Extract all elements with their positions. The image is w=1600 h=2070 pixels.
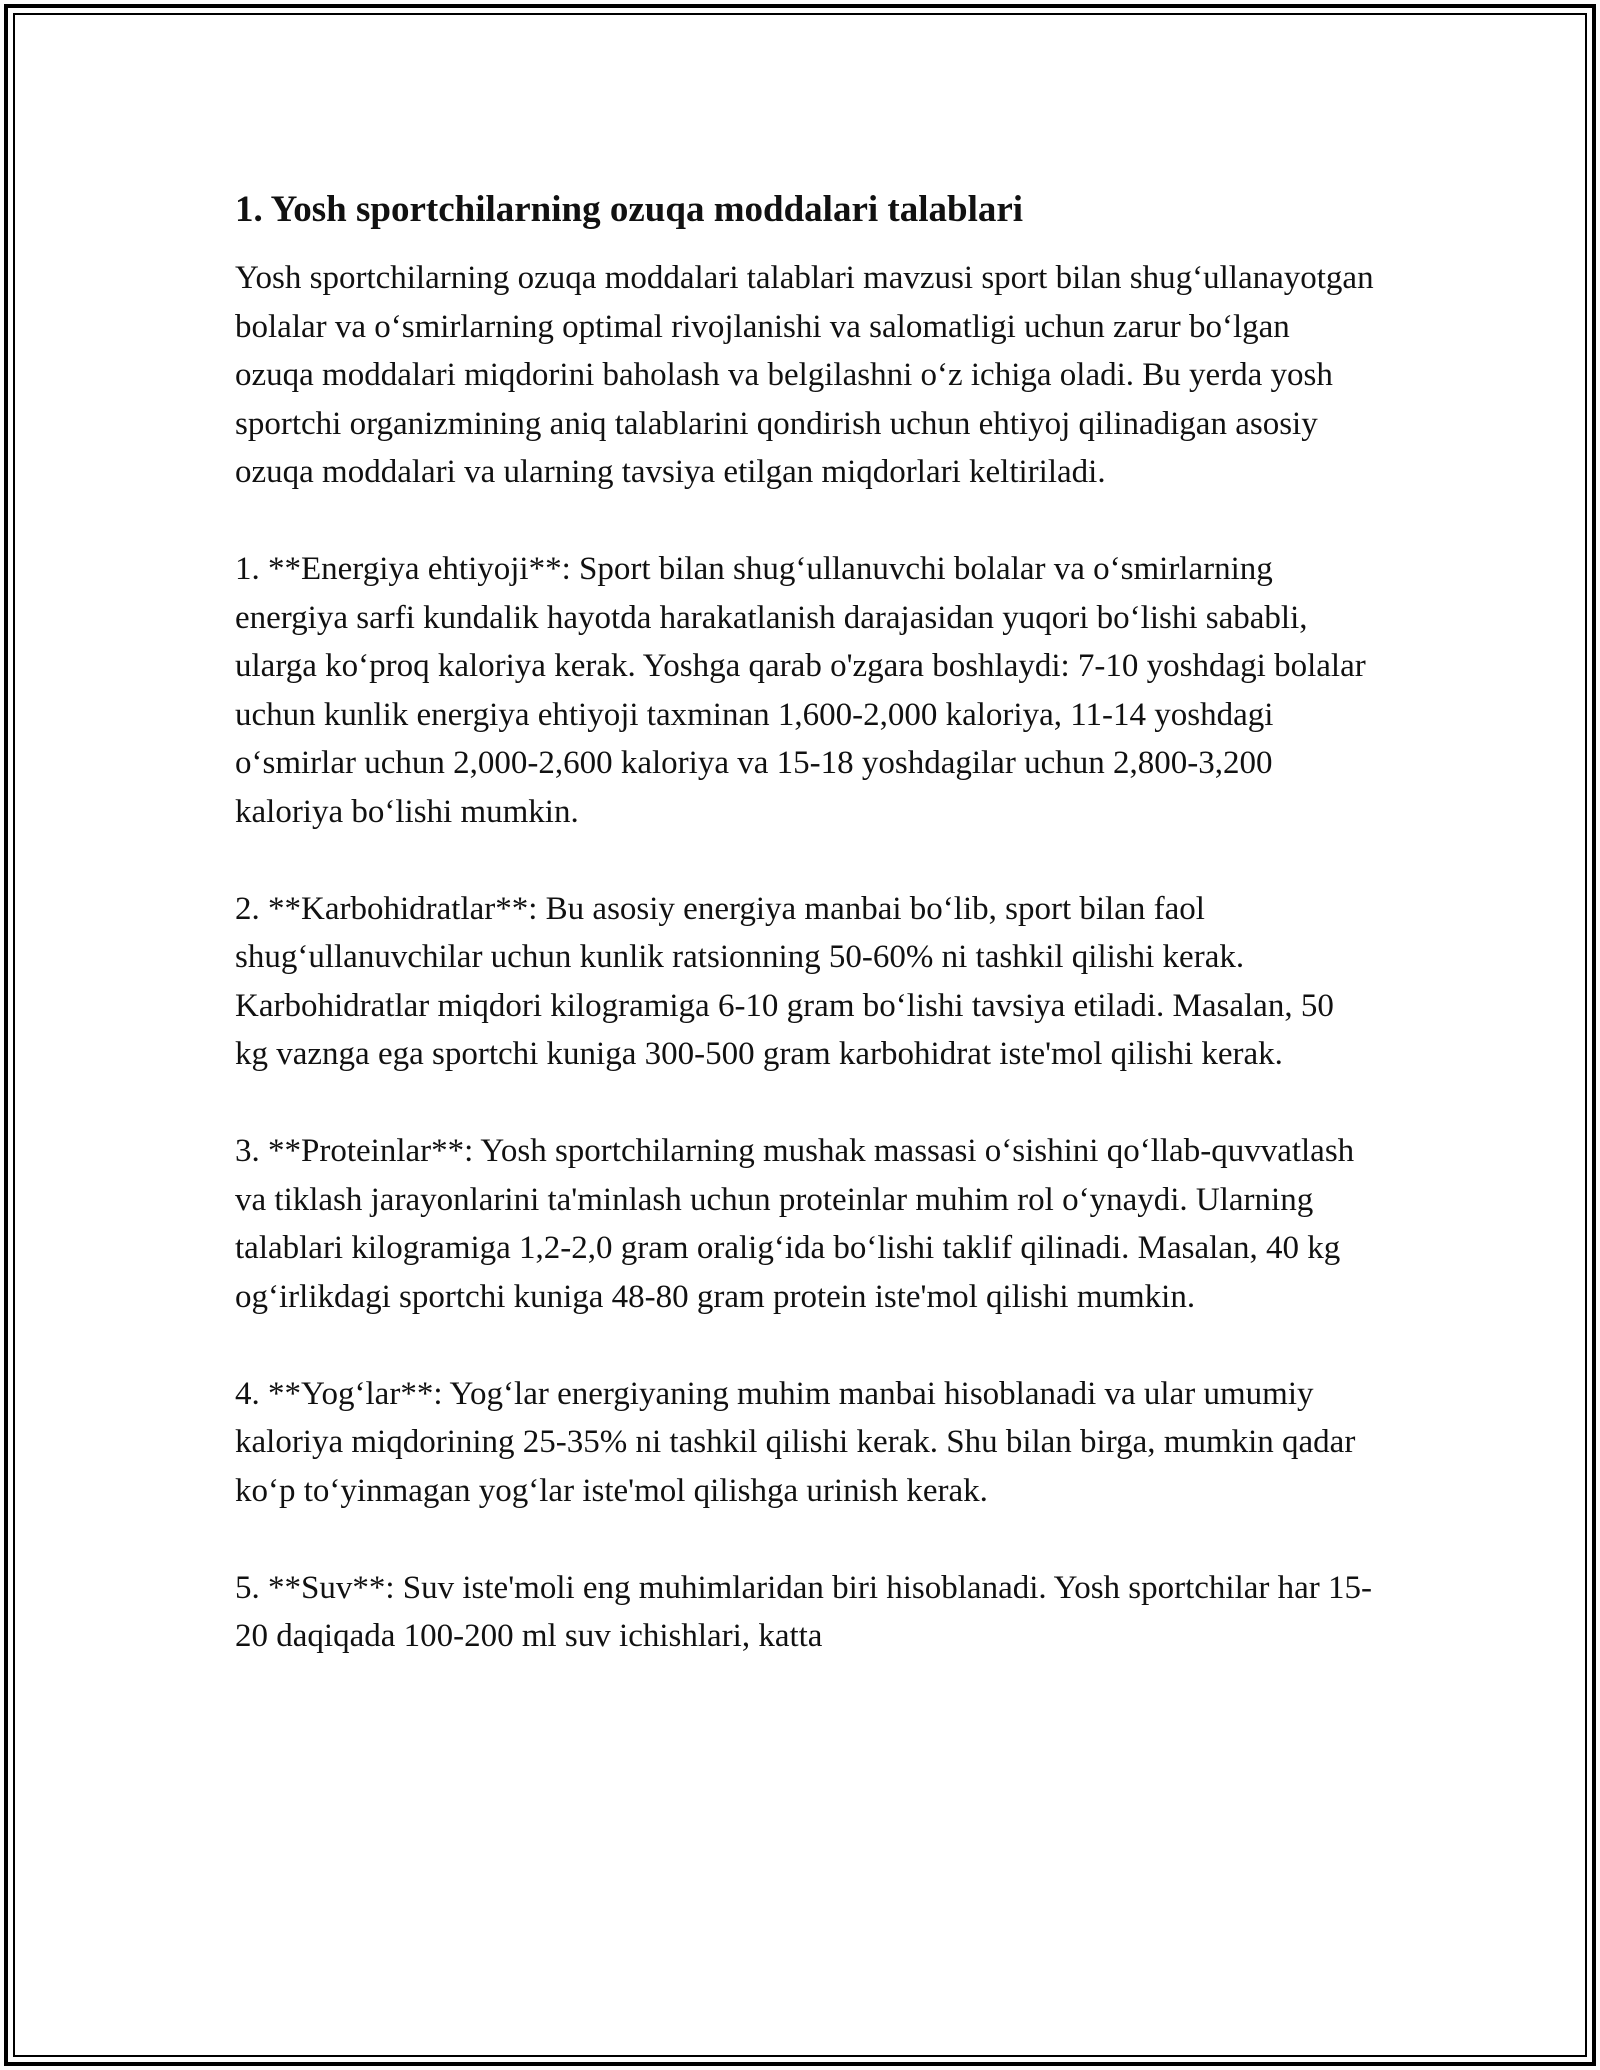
fats-paragraph: 4. **Yog‘lar**: Yog‘lar energiyaning muhim manbai hisoblanadi va ular umumiy kaloriya miqdorining 25-35% ni tashkil qilishi kerak. Shu bilan birga, mumkin qadar ko‘p to‘yinmagan yog‘lar iste'mol qilishga urinish kerak. (235, 1375, 1364, 1509)
water-paragraph: 5. **Suv**: Suv iste'moli eng muhimlaridan biri hisoblanadi. Yosh sportchilar har 15-20 daqiqada 100-200 ml suv ichishlari, katta (235, 1569, 1373, 1654)
document-body (235, 186, 1382, 1661)
section-heading: 1. Yosh sportchilarning ozuqa moddalari talablari (235, 189, 1024, 230)
energy-paragraph: 1. **Energiya ehtiyoji**: Sport bilan shug‘ullanuvchi bolalar va o‘smirlarning energiya sarfi kundalik hayotda harakatlanish darajasidan yuqori bo‘lishi sababli, ularga ko‘proq kaloriya kerak. Yoshga qarab o'zgara boshlaydi: 7-10 yoshdagi bolalar uchun kunlik energiya ehtiyoji taxminan 1,600-2,000 kaloriya, 11-14 yoshdagi o‘smirlar uchun 2,000-2,600 kaloriya va 15-18 yoshdagilar uchun 2,800-3,200 kaloriya bo‘lishi mumkin. (235, 551, 1374, 830)
carbohydrates-paragraph: 2. **Karbohidratlar**: Bu asosiy energiya manbai bo‘lib, sport bilan faol shug‘ullanuvchilar uchun kunlik ratsionning 50-60% ni tashkil qilishi kerak. Karbohidratlar miqdori kilogramiga 6-10 gram bo‘lishi tavsiya etiladi. Masalan, 50 kg vaznga ega sportchi kuniga 300-500 gram karbohidrat iste'mol qilishi kerak. (235, 890, 1343, 1072)
proteins-paragraph: 3. **Proteinlar**: Yosh sportchilarning mushak massasi o‘sishini qo‘llab-quvvatlash va tiklash jarayonlarini ta'minlash uchun proteinlar muhim rol o‘ynaydi. Ularning talablari kilogramiga 1,2-2,0 gram oralig‘ida bo‘lishi taklif qilinadi. Masalan, 40 kg og‘irlikdagi sportchi kuniga 48-80 gram protein iste'mol qilishi mumkin. (235, 1133, 1363, 1315)
intro-paragraph: Yosh sportchilarning ozuqa moddalari talablari mavzusi sport bilan shug‘ullanayotgan bolalar va o‘smirlarning optimal rivojlanishi va salomatligi uchun zarur bo‘lgan ozuqa moddalari miqdorini baholash va belgilashni o‘z ichiga oladi. Bu yerda yosh sportchi organizmining aniq talablarini qondirish uchun ehtiyoj qilinadigan asosiy ozuqa moddalari va ularning tavsiya etilgan miqdorlari keltiriladi. (235, 260, 1382, 490)
